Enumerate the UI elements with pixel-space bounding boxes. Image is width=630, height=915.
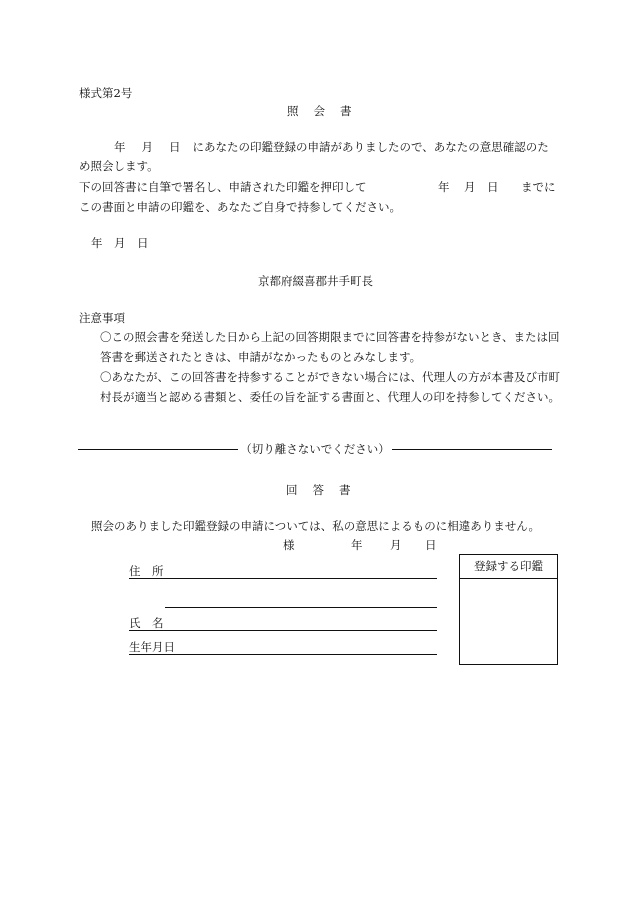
- paragraph2-day: 日: [487, 180, 499, 194]
- address-label: 住 所: [129, 564, 164, 578]
- form-number: 様式第2号: [79, 86, 133, 100]
- paragraph2-line1-text: 下の回答書に自筆で署名し、申請された印鑑を押印して: [79, 180, 367, 194]
- addressee-suffix: 様: [283, 538, 295, 552]
- paragraph1-day: 日: [169, 140, 181, 154]
- reply-statement: 照会のありました印鑑登録の申請については、私の意思によるものに相違ありません。: [91, 519, 540, 533]
- name-line[interactable]: [129, 630, 437, 631]
- paragraph1-text: にあなたの印鑑登録の申請がありましたので、あなたの意思確認のため照会します。: [79, 140, 549, 173]
- name-label: 氏 名: [129, 616, 164, 630]
- reply-title: 回答書: [286, 483, 366, 497]
- paragraph1-year: 年: [114, 140, 126, 154]
- notes-heading: 注意事項: [79, 311, 125, 325]
- reply-day: 日: [425, 538, 437, 552]
- address-line-2[interactable]: [165, 607, 437, 608]
- birthdate-line[interactable]: [129, 654, 437, 655]
- reply-year: 年: [351, 538, 363, 552]
- paragraph2-deadline-suffix: までに: [521, 180, 556, 194]
- paragraph2-line2-text: この書面と申請の印鑑を、あなたご自身で持参してください。: [79, 200, 401, 214]
- birthdate-label: 生年月日: [129, 640, 175, 654]
- cut-line-label-wrapper: [0, 441, 630, 457]
- paragraph2-month: 月: [464, 180, 476, 194]
- reply-month: 月: [390, 538, 402, 552]
- issue-month: 月: [114, 236, 126, 250]
- note-item: 〇あなたが、この回答書を持参することができない場合には、代理人の方が本書及び市町村長が適当と認める書類と、委任の旨を証する書面と、代理人の印を持参してください。: [100, 370, 560, 404]
- issue-day: 日: [137, 236, 149, 250]
- note-item: 〇この照会書を発送した日から上記の回答期限までに回答書を持参がないとき、または回答書を郵送されたときは、申請がなかったものとみなします。: [100, 330, 560, 364]
- issuer-name: 京都府綴喜郡井手町長: [258, 274, 373, 288]
- registered-seal-box[interactable]: [459, 554, 558, 665]
- notes-list: [100, 327, 560, 407]
- inquiry-title: 照会書: [287, 104, 367, 118]
- address-line-1[interactable]: [129, 578, 437, 579]
- issue-year: 年: [91, 236, 103, 250]
- registered-seal-label: 登録する印鑑: [460, 555, 557, 579]
- inquiry-paragraph-1: [79, 138, 559, 176]
- paragraph2-year: 年: [438, 180, 450, 194]
- cut-line-label: （切り離さないでください）: [240, 442, 390, 456]
- paragraph1-month: 月: [141, 140, 153, 154]
